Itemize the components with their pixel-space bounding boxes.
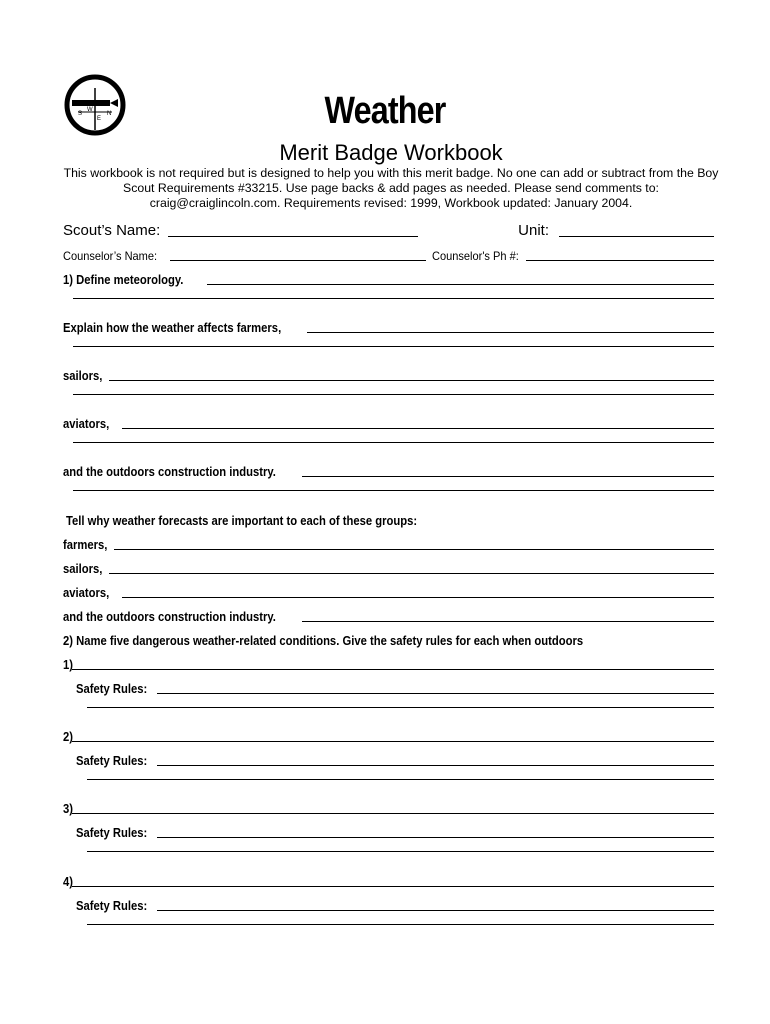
safety-rules-field[interactable] [157, 836, 714, 838]
counselor-phone-label: Counselor's Ph #: [431, 249, 519, 263]
answer-line[interactable] [302, 475, 714, 477]
answer-line[interactable] [73, 345, 714, 347]
define-label: 1) Define meteorology. [63, 273, 184, 287]
explain-label: Explain how the weather affects farmers, [63, 321, 282, 335]
condition-row [63, 802, 714, 816]
answer-line[interactable] [122, 427, 714, 429]
condition-number: 1) [63, 658, 74, 672]
answer-row [81, 778, 714, 782]
counselor-name-field[interactable] [170, 259, 426, 261]
condition-field[interactable] [72, 668, 714, 670]
unit-label: Unit: [518, 222, 549, 239]
answer-line[interactable] [114, 548, 714, 550]
condition-number: 3) [63, 802, 74, 816]
condition-field[interactable] [72, 740, 714, 742]
svg-text:N: N [107, 111, 112, 117]
safety-row [76, 682, 714, 696]
answer-line[interactable] [109, 379, 714, 381]
safety-rules-field[interactable] [157, 764, 714, 766]
aviators-label: aviators, [63, 417, 110, 431]
tell-label: Tell why weather forecasts are important to each of these groups: [66, 514, 418, 528]
scout-name-field[interactable] [168, 235, 418, 237]
answer-row [81, 923, 714, 927]
aviators-row [63, 586, 714, 600]
answer-row [81, 850, 714, 854]
q2-prompt: 2) Name five dangerous weather-related conditions. Give the safety rules for each when outdoors [63, 634, 584, 648]
answer-line[interactable] [73, 489, 714, 491]
safety-row [76, 754, 714, 768]
unit-field[interactable] [559, 235, 714, 237]
aviators-label: aviators, [63, 586, 110, 600]
svg-text:W: W [87, 107, 93, 113]
svg-text:E: E [97, 116, 102, 122]
define-row [63, 273, 714, 287]
sailors-row [63, 562, 714, 576]
answer-row [67, 393, 714, 397]
explain-row [63, 321, 714, 335]
safety-rules-label: Safety Rules: [76, 754, 148, 768]
safety-row [76, 899, 714, 913]
farmers-label: farmers, [63, 538, 108, 552]
farmers-row [63, 538, 714, 552]
counselor-name-label: Counselor’s Name: [63, 249, 158, 263]
condition-row [63, 730, 714, 744]
tell-row [66, 514, 714, 528]
answer-row [81, 706, 714, 710]
aviators-row [63, 417, 714, 431]
safety-rules-label: Safety Rules: [76, 682, 148, 696]
svg-text:S: S [78, 111, 83, 117]
construction-row [63, 610, 714, 624]
condition-field[interactable] [72, 885, 714, 887]
condition-row [63, 875, 714, 889]
sailors-row [63, 369, 714, 383]
answer-line[interactable] [122, 596, 714, 598]
construction-label: and the outdoors construction industry. [63, 610, 276, 624]
counselor-row [63, 249, 714, 263]
scout-name-label: Scout’s Name: [63, 222, 161, 239]
safety-rules-field[interactable] [157, 909, 714, 911]
condition-field[interactable] [72, 812, 714, 814]
condition-number: 2) [63, 730, 74, 744]
sailors-label: sailors, [63, 369, 103, 383]
answer-row [67, 345, 714, 349]
scout-info-row [63, 222, 714, 239]
answer-line[interactable] [73, 393, 714, 395]
answer-line[interactable] [87, 923, 714, 925]
page-title: Weather [324, 90, 446, 132]
answer-row [67, 297, 714, 301]
safety-rules-field[interactable] [157, 692, 714, 694]
answer-row [67, 441, 714, 445]
construction-row [63, 465, 714, 479]
answer-line[interactable] [302, 620, 714, 622]
q2-row [63, 634, 714, 648]
construction-label: and the outdoors construction industry. [63, 465, 276, 479]
answer-line[interactable] [87, 850, 714, 852]
safety-rules-label: Safety Rules: [76, 899, 148, 913]
safety-rules-label: Safety Rules: [76, 826, 148, 840]
condition-row [63, 658, 714, 672]
answer-line[interactable] [307, 331, 714, 333]
answer-line[interactable] [109, 572, 714, 574]
answer-line[interactable] [87, 706, 714, 708]
answer-line[interactable] [73, 441, 714, 443]
page-subtitle: Merit Badge Workbook [279, 140, 503, 165]
sailors-label: sailors, [63, 562, 103, 576]
safety-row [76, 826, 714, 840]
intro-paragraph: This workbook is not required but is designed to help you with this merit badge. No one can add or subtract from the Boy Scout Requirements #33215. Use page backs & add pages as needed. Please send comments to: craig@craiglincoln.com. Requirements revised: 1999, Workbook updated: January 2004. [63, 166, 719, 210]
condition-number: 4) [63, 875, 74, 889]
answer-row [67, 489, 714, 493]
answer-line[interactable] [87, 778, 714, 780]
answer-line[interactable] [73, 297, 714, 299]
answer-line[interactable] [207, 283, 714, 285]
counselor-phone-field[interactable] [526, 259, 714, 261]
